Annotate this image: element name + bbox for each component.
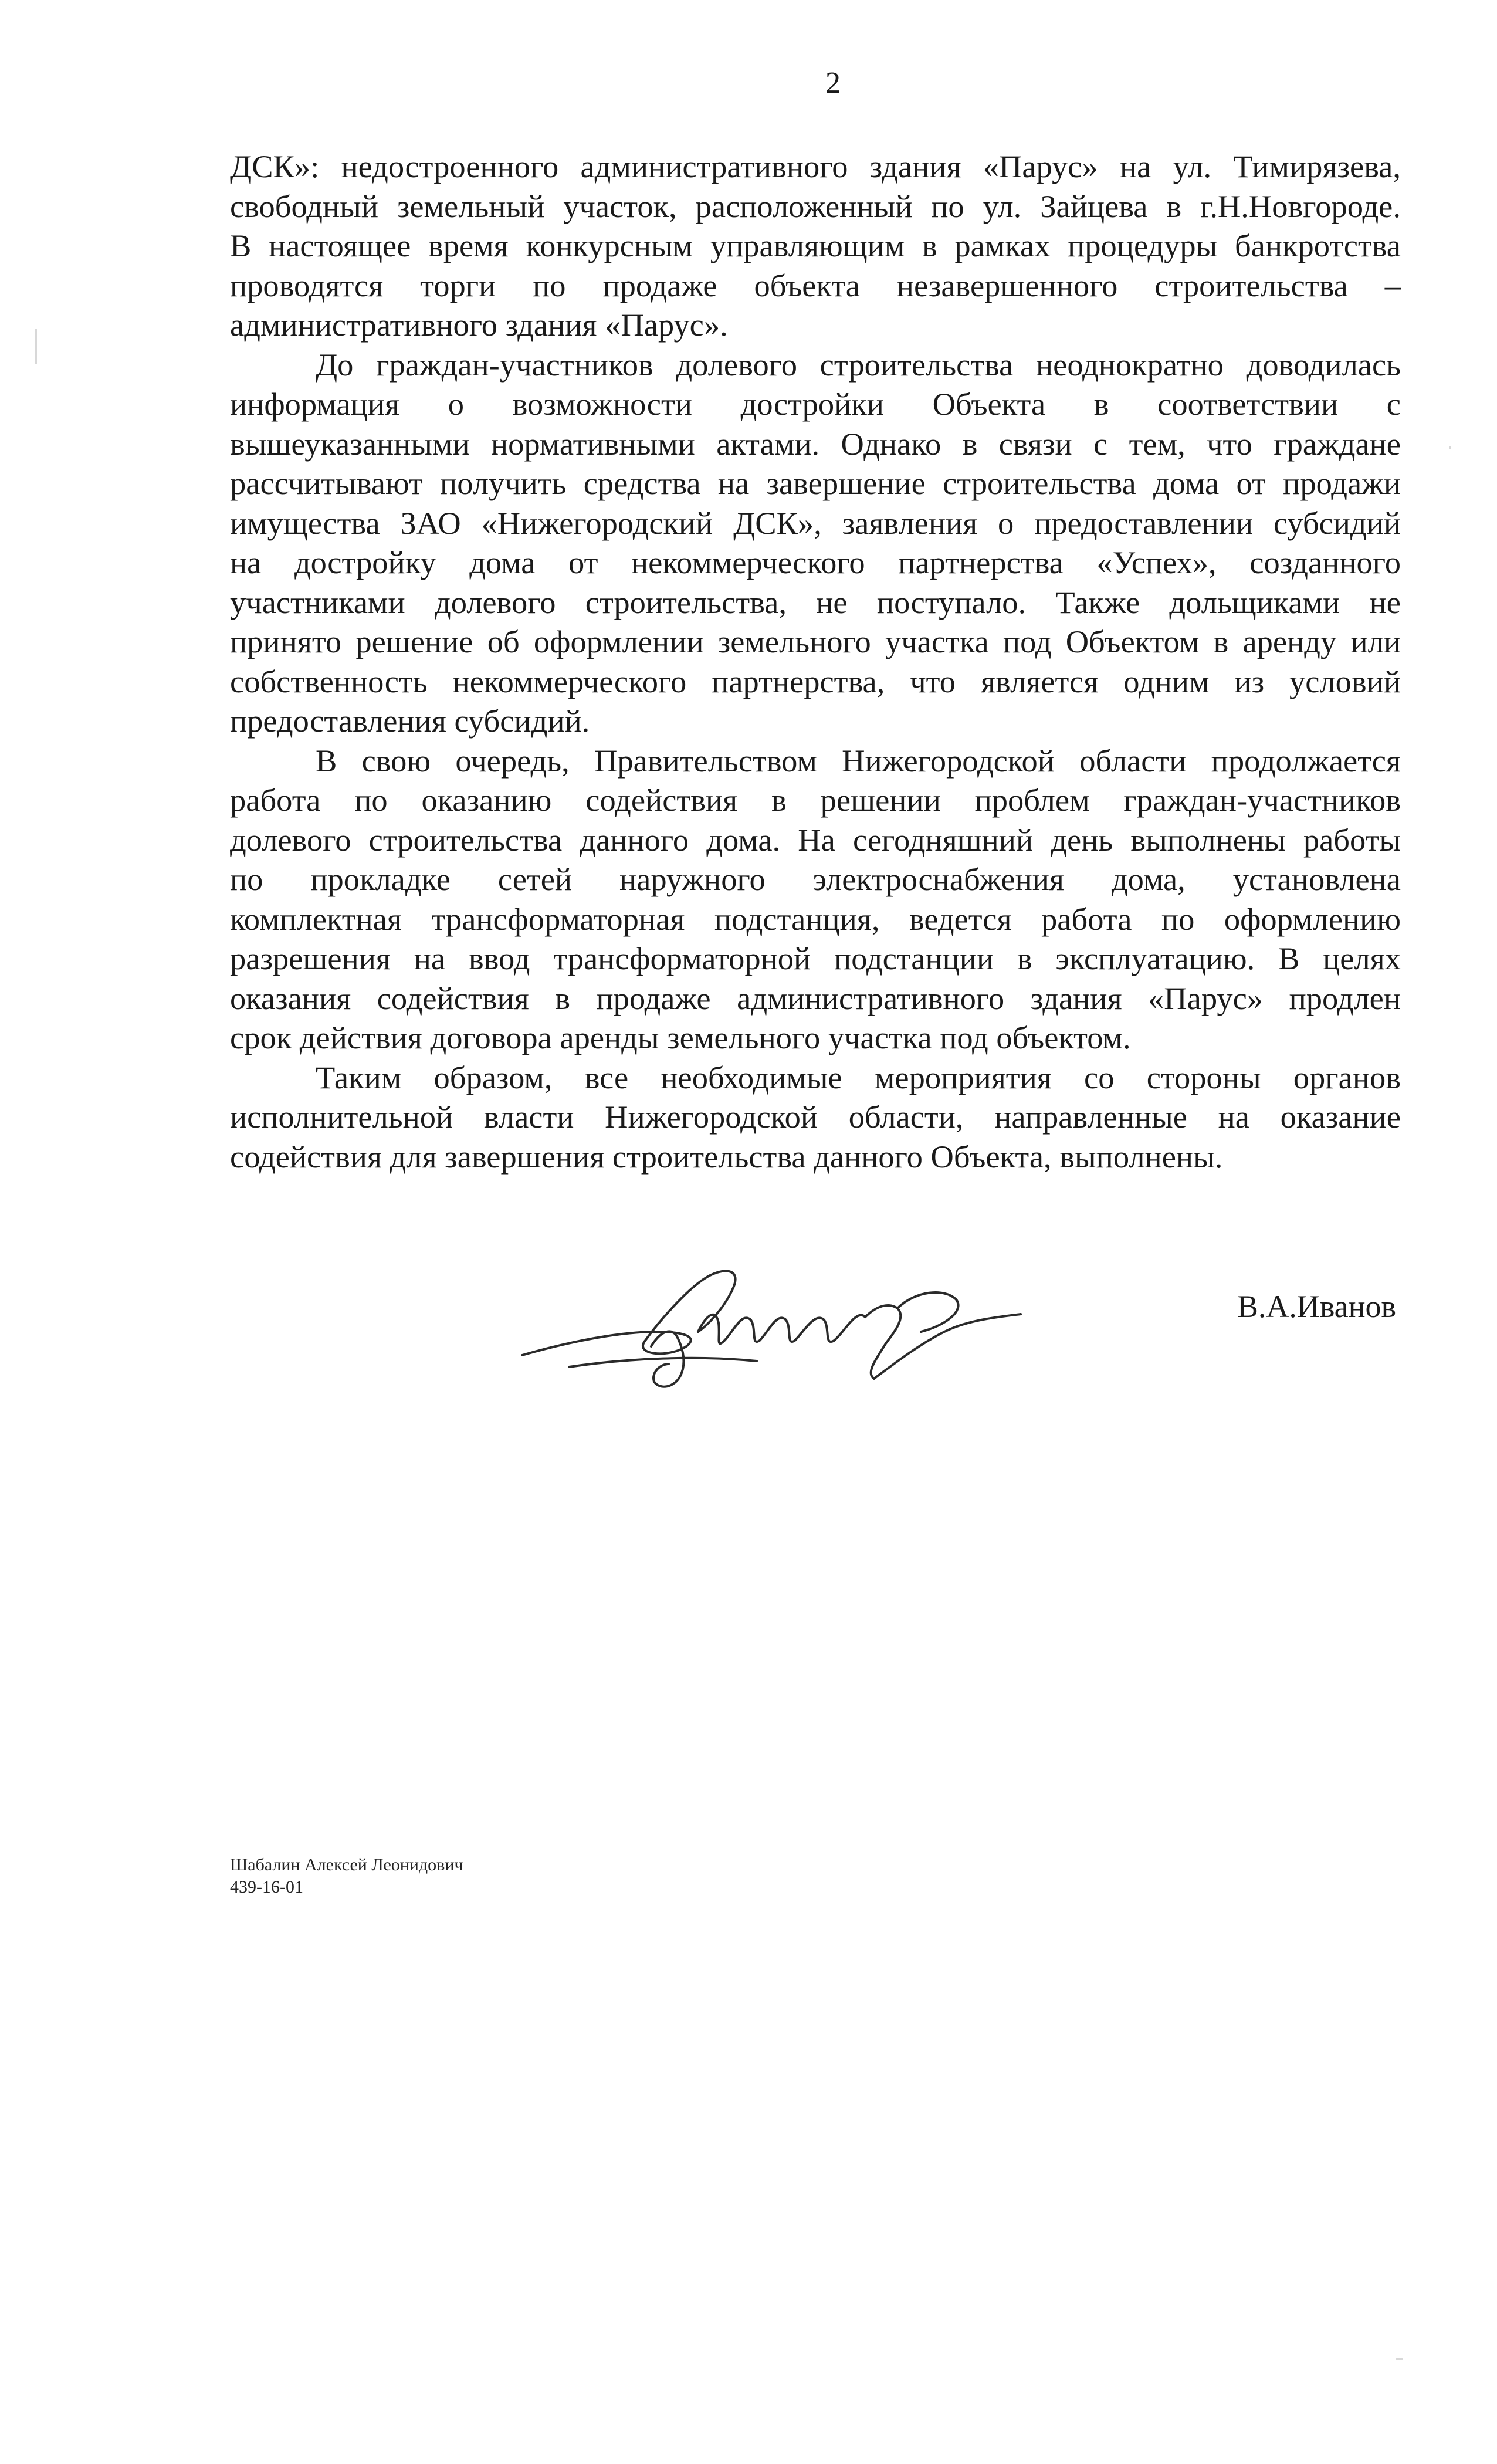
text-line: долевого строительства данного дома. На сегодняшний день выполнены работы [230, 821, 1401, 858]
text-line: рассчитывают получить средства на завершение строительства дома от продажи [230, 465, 1401, 501]
text-line: проводятся торги по продаже объекта незавершенного строительства – [230, 267, 1401, 303]
paragraph-1 [230, 147, 1401, 345]
paragraph-2 [230, 345, 1401, 741]
executor-info [230, 1854, 463, 1898]
executor-name: Шабалин Алексей Леонидович [230, 1855, 463, 1874]
text-line: участниками долевого строительства, не поступало. Также дольщиками не [230, 584, 1401, 620]
text-line: административного здания «Парус». [230, 307, 728, 343]
signer-name: В.А.Иванов [1237, 1289, 1396, 1324]
page-number: 2 [825, 66, 841, 100]
text-line: комплектная трансформаторная подстанция, ведется работа по оформлению [230, 901, 1401, 937]
text-line: имущества ЗАО «Нижегородский ДСК», заявления о предоставлении субсидий [230, 505, 1401, 541]
text-line: В свою очередь, Правительством Нижегородской области продолжается [316, 742, 1401, 779]
text-line: по прокладке сетей наружного электроснабжения дома, установлена [230, 861, 1401, 897]
text-line: принято решение об оформлении земельного участка под Объектом в аренду или [230, 624, 1401, 659]
text-line: срок действия договора аренды земельного участка под объектом. [230, 1020, 1131, 1055]
text-line: Таким образом, все необходимые мероприятия со стороны органов [316, 1059, 1401, 1095]
text-line: информация о возможности достройки Объекта в соответствии с [230, 386, 1401, 422]
scan-mark [1396, 2358, 1403, 2360]
text-line: разрешения на ввод трансформаторной подстанции в эксплуатацию. В целях [230, 940, 1401, 976]
executor-phone: 439-16-01 [230, 1877, 303, 1897]
text-line: ДСК»: недостроенного административного здания «Парус» на ул. Тимирязева, [230, 148, 1401, 184]
scan-mark [1449, 446, 1451, 449]
paragraph-4 [230, 1058, 1401, 1177]
text-line: В настоящее время конкурсным управляющим в рамках процедуры банкротства [230, 228, 1401, 263]
text-line: на достройку дома от некоммерческого партнерства «Успех», созданного [230, 544, 1401, 580]
text-line: свободный земельный участок, расположенный по ул. Зайцева в г.Н.Новгороде. [230, 188, 1401, 224]
text-line: предоставления субсидий. [230, 703, 590, 739]
text-line: До граждан-участников долевого строительства неоднократно доводилась [316, 346, 1401, 383]
letter-body [230, 147, 1401, 1176]
handwritten-signature [510, 1244, 1038, 1420]
scan-mark [35, 329, 37, 364]
text-line: содействия для завершения строительства данного Объекта, выполнены. [230, 1138, 1223, 1175]
text-line: оказания содействия в продаже административного здания «Парус» продлен [230, 980, 1401, 1016]
text-line: вышеуказанными нормативными актами. Однако в связи с тем, что граждане [230, 425, 1401, 462]
text-line: исполнительной власти Нижегородской области, направленные на оказание [230, 1099, 1401, 1135]
paragraph-3 [230, 741, 1401, 1058]
text-line: собственность некоммерческого партнерства, что является одним из условий [230, 663, 1401, 699]
text-line: работа по оказанию содействия в решении проблем граждан-участников [230, 782, 1401, 818]
